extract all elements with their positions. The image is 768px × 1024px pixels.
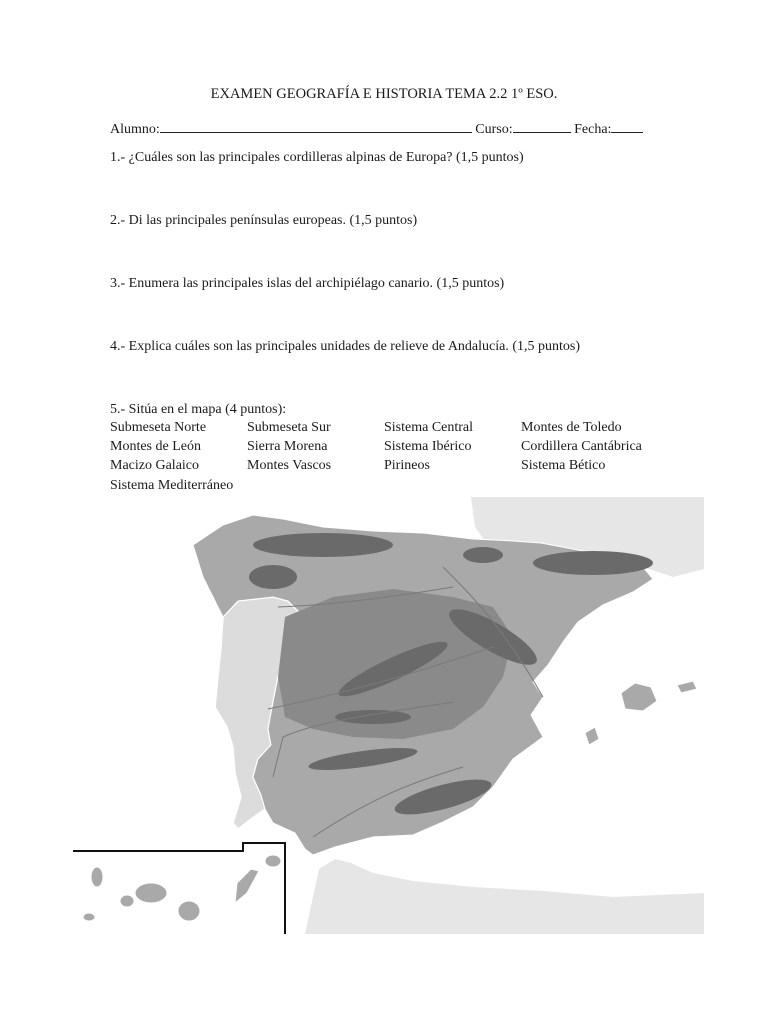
term-sistema-iberico: Sistema Ibérico xyxy=(384,439,472,454)
term-montes-toledo: Montes de Toledo xyxy=(521,420,622,435)
term-sistema-betico: Sistema Bético xyxy=(521,458,606,473)
map-mtn-toledo xyxy=(335,710,411,724)
date-blank[interactable] xyxy=(611,118,643,133)
map-island-la-gomera xyxy=(120,895,134,907)
question-1: 1.- ¿Cuáles son las principales cordilleras alpinas de Europa? (1,5 puntos) xyxy=(110,150,524,165)
question-3: 3.- Enumera las principales islas del archipiélago canario. (1,5 puntos) xyxy=(110,276,505,291)
date-label: Fecha: xyxy=(574,122,612,137)
map-mtn-cantabrica xyxy=(253,533,393,557)
map-mtn-vascos xyxy=(463,547,503,563)
term-sistema-mediterraneo: Sistema Mediterráneo xyxy=(110,478,234,493)
map-island-gran-canaria xyxy=(178,901,200,921)
student-info-row xyxy=(110,118,643,138)
map-mtn-leon xyxy=(249,565,297,589)
student-label: Alumno: xyxy=(110,122,160,137)
map-island-el-hierro xyxy=(83,913,95,921)
exam-title: EXAMEN GEOGRAFÍA E HISTORIA TEMA 2.2 1º ESO. xyxy=(210,86,558,102)
map-island-la-palma xyxy=(91,867,103,887)
iberian-relief-map xyxy=(73,497,704,934)
term-sierra-morena: Sierra Morena xyxy=(247,439,328,454)
map-island-tenerife xyxy=(135,883,167,903)
course-blank[interactable] xyxy=(513,118,571,133)
term-sistema-central: Sistema Central xyxy=(384,420,474,435)
term-cordillera-cantabrica: Cordillera Cantábrica xyxy=(521,439,642,454)
term-montes-vascos: Montes Vascos xyxy=(247,458,332,473)
term-pirineos: Pirineos xyxy=(384,458,430,473)
map-mtn-pirineos xyxy=(533,551,653,575)
term-macizo-galaico: Macizo Galaico xyxy=(110,458,200,473)
question-5: 5.- Sitúa en el mapa (4 puntos): xyxy=(110,402,287,417)
term-submeseta-norte: Submeseta Norte xyxy=(110,420,207,435)
map-island-lanzarote xyxy=(265,855,281,867)
student-name-blank[interactable] xyxy=(160,118,472,133)
term-montes-leon: Montes de León xyxy=(110,439,201,454)
course-label: Curso: xyxy=(475,122,513,137)
question-2: 2.- Di las principales penínsulas europeas. (1,5 puntos) xyxy=(110,213,418,228)
term-submeseta-sur: Submeseta Sur xyxy=(247,420,331,435)
question-4: 4.- Explica cuáles son las principales unidades de relieve de Andalucía. (1,5 puntos) xyxy=(110,339,581,354)
